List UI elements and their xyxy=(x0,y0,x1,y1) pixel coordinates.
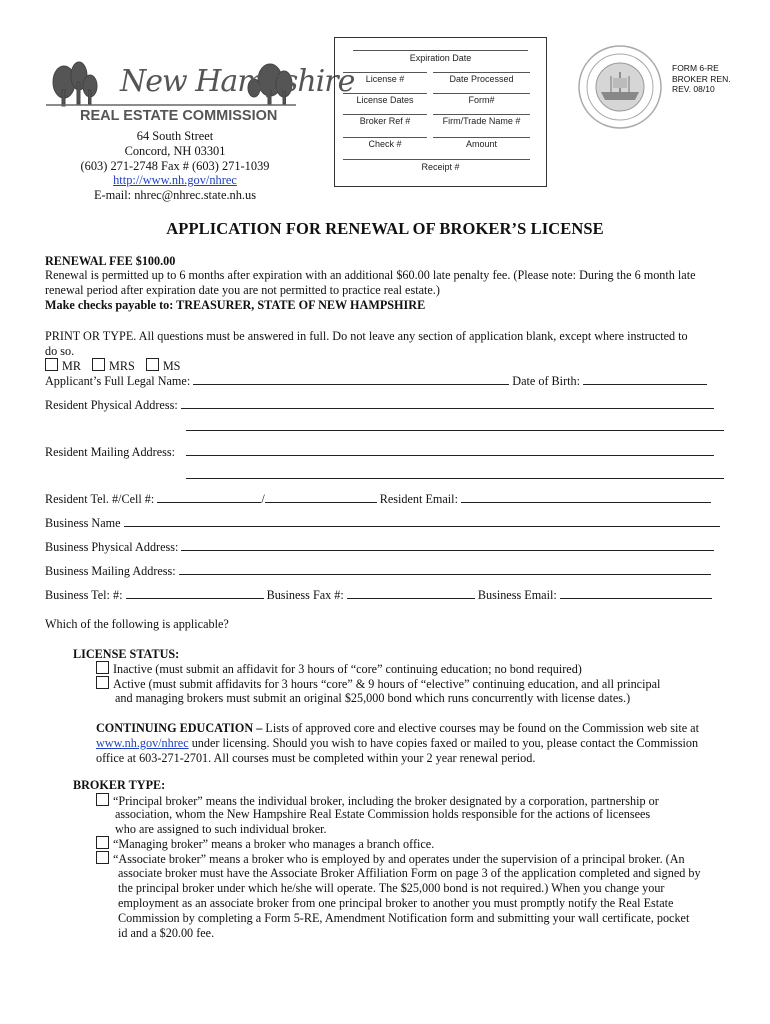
principal-broker-checkbox[interactable] xyxy=(96,793,109,806)
principal-broker-line3: who are assigned to such individual broker. xyxy=(115,822,327,836)
expiration-date-label: Expiration Date xyxy=(409,53,472,63)
logo-commission-name: REAL ESTATE COMMISSION xyxy=(80,108,278,124)
date-processed-label: Date Processed xyxy=(449,74,514,84)
associate-broker-checkbox[interactable] xyxy=(96,851,109,864)
associate-broker-option xyxy=(96,851,685,867)
office-use-box xyxy=(334,37,547,187)
ms-checkbox[interactable] xyxy=(146,358,159,371)
inactive-label: Inactive (must submit an affidavit for 3 hours of “core” continuing education; no bond required) xyxy=(113,662,582,676)
address-city: Concord, NH 03301 xyxy=(124,143,226,158)
physical-address-field-line2[interactable] xyxy=(186,430,724,431)
address-phone-fax: (603) 271-2748 Fax # (603) 271-1039 xyxy=(80,158,270,173)
commission-address xyxy=(40,129,310,203)
license-dates-label: License Dates xyxy=(356,95,414,105)
active-label-line2: and managing brokers must submit an original $25,000 bond which runs concurrently with license dates.) xyxy=(115,691,631,705)
business-tel-label: Business Tel: #: xyxy=(45,588,123,602)
form-type: BROKER REN. xyxy=(672,73,731,84)
full-name-row xyxy=(45,373,707,389)
physical-address-label: Resident Physical Address: xyxy=(45,398,178,412)
business-email-label: Business Email: xyxy=(477,588,557,602)
amount-label: Amount xyxy=(465,139,498,149)
license-status-heading: LICENSE STATUS: xyxy=(73,647,180,661)
commission-logo xyxy=(46,60,355,130)
dob-label: Date of Birth: xyxy=(512,374,580,388)
resident-email-label: Resident Email: xyxy=(379,492,458,506)
full-name-field[interactable] xyxy=(193,373,509,385)
which-applicable-text: Which of the following is applicable? xyxy=(45,617,229,631)
associate-broker-line6: id and a $20.00 fee. xyxy=(118,926,215,940)
continuing-ed-line3: office at 603-271-2701. All courses must be completed within your 2 year renewal period. xyxy=(96,751,536,765)
tel-cell-label: Resident Tel. #/Cell #: xyxy=(45,492,155,506)
firm-trade-name-label: Firm/Trade Name # xyxy=(442,116,521,126)
mr-label: MR xyxy=(62,359,81,373)
logo-state-name: New Hampshire xyxy=(120,64,355,99)
receipt-number-label: Receipt # xyxy=(421,162,460,172)
business-contact-row xyxy=(45,587,712,603)
physical-address-row xyxy=(45,397,714,413)
page-title: APPLICATION FOR RENEWAL OF BROKER’S LICENSE xyxy=(166,219,604,238)
business-email-field[interactable] xyxy=(560,587,712,599)
fee-text-line2: renewal period after expiration date you are not permitted to practice real estate.) xyxy=(45,283,440,297)
business-mailing-field[interactable] xyxy=(179,563,711,575)
business-tel-field[interactable] xyxy=(126,587,264,599)
nhrec-link[interactable]: www.nh.gov/nhrec xyxy=(96,736,189,750)
mailing-address-field-line2[interactable] xyxy=(186,478,724,479)
continuing-ed-line1 xyxy=(96,721,699,736)
broker-type-heading: BROKER TYPE: xyxy=(73,778,166,792)
associate-broker-line3: the principal broker under which he/she will operate. The $25,000 bond is not required.) When you change your xyxy=(118,881,665,895)
associate-broker-line5: Commission by completing a Form 5-RE, Amendment Notification form and submitting your wall certificate, pocket xyxy=(118,911,690,925)
mrs-label: MRS xyxy=(109,359,135,373)
instructions-line1: PRINT OR TYPE. All questions must be answered in full. Do not leave any section of application blank, except where instructed to xyxy=(45,329,688,343)
form-number: FORM 6-RE xyxy=(672,63,719,73)
managing-broker-option xyxy=(96,836,434,852)
cell-field[interactable] xyxy=(265,491,377,503)
inactive-checkbox[interactable] xyxy=(96,661,109,674)
address-street: 64 South Street xyxy=(136,129,214,143)
mailing-address-label: Resident Mailing Address: xyxy=(45,445,175,459)
business-mailing-row xyxy=(45,563,711,579)
salutation-group xyxy=(45,358,180,374)
checks-payable-text: Make checks payable to: TREASURER, STATE OF NEW HAMPSHIRE xyxy=(45,298,426,312)
business-name-label: Business Name xyxy=(45,516,121,530)
continuing-ed-line2 xyxy=(96,736,698,751)
state-seal-icon xyxy=(577,44,663,130)
continuing-ed-text1: Lists of approved core and elective courses may be found on the Commission web site at xyxy=(262,721,699,735)
form-number-label: Form# xyxy=(468,95,495,105)
managing-broker-label: “Managing broker” means a broker who manages a branch office. xyxy=(113,837,435,851)
continuing-ed-heading: CONTINUING EDUCATION – xyxy=(96,721,263,735)
renewal-fee-heading: RENEWAL FEE $100.00 xyxy=(45,254,176,268)
active-label: Active (must submit affidavits for 3 hours “core” & 9 hours of “elective” continuing education, and all principal xyxy=(113,677,661,691)
fee-text-line1: Renewal is permitted up to 6 months after expiration with an additional $60.00 late penalty fee. (Please note: During the 6 month late xyxy=(45,268,696,282)
active-checkbox[interactable] xyxy=(96,676,109,689)
business-name-field[interactable] xyxy=(124,515,720,527)
business-physical-label: Business Physical Address: xyxy=(45,540,179,554)
tel-field[interactable] xyxy=(157,491,261,503)
resident-email-field[interactable] xyxy=(461,491,711,503)
managing-broker-checkbox[interactable] xyxy=(96,836,109,849)
broker-ref-label: Broker Ref # xyxy=(359,116,411,126)
principal-broker-line2: association, whom the New Hampshire Real Estate Commission holds responsible for the actions of licensees xyxy=(115,807,651,821)
business-fax-label: Business Fax #: xyxy=(266,588,344,602)
address-email: E-mail: nhrec@nhrec.state.nh.us xyxy=(93,188,257,203)
mrs-checkbox[interactable] xyxy=(92,358,105,371)
business-name-row xyxy=(45,515,720,531)
continuing-ed-text2: under licensing. Should you wish to have copies faxed or mailed to you, please contact the Commission xyxy=(188,736,699,750)
inactive-option xyxy=(96,661,582,677)
full-name-label: Applicant’s Full Legal Name: xyxy=(45,374,191,388)
form-revision: REV. 08/10 xyxy=(672,84,715,94)
mr-checkbox[interactable] xyxy=(45,358,58,371)
tel-cell-separator: / xyxy=(261,492,265,506)
form-identifier xyxy=(672,63,731,95)
associate-broker-label: “Associate broker” means a broker who is employed by and operates under the supervision of a principal broker. (An xyxy=(113,852,685,866)
active-option xyxy=(96,676,660,692)
mailing-address-field[interactable] xyxy=(186,444,714,456)
website-link[interactable]: http://www.nh.gov/nhrec xyxy=(113,173,237,188)
principal-broker-label: “Principal broker” means the individual broker, including the broker designated by a corporation, partnership or xyxy=(113,794,659,808)
business-physical-row xyxy=(45,539,714,555)
instructions-line2: do so. xyxy=(45,344,75,358)
business-fax-field[interactable] xyxy=(347,587,475,599)
physical-address-field[interactable] xyxy=(181,397,714,409)
resident-contact-row xyxy=(45,491,711,507)
associate-broker-line4: employment as an associate broker from one principal broker to another you must promptly notify the Real Estate xyxy=(118,896,674,910)
dob-field[interactable] xyxy=(583,373,707,385)
license-number-label: License # xyxy=(365,74,405,84)
check-number-label: Check # xyxy=(368,139,402,149)
mailing-address-row xyxy=(45,444,714,460)
business-physical-field[interactable] xyxy=(181,539,714,551)
associate-broker-line2: associate broker must have the Associate Broker Affiliation Form on page 3 of the application completed and signed by xyxy=(118,866,701,880)
business-mailing-label: Business Mailing Address: xyxy=(45,564,176,578)
ms-label: MS xyxy=(162,359,181,373)
